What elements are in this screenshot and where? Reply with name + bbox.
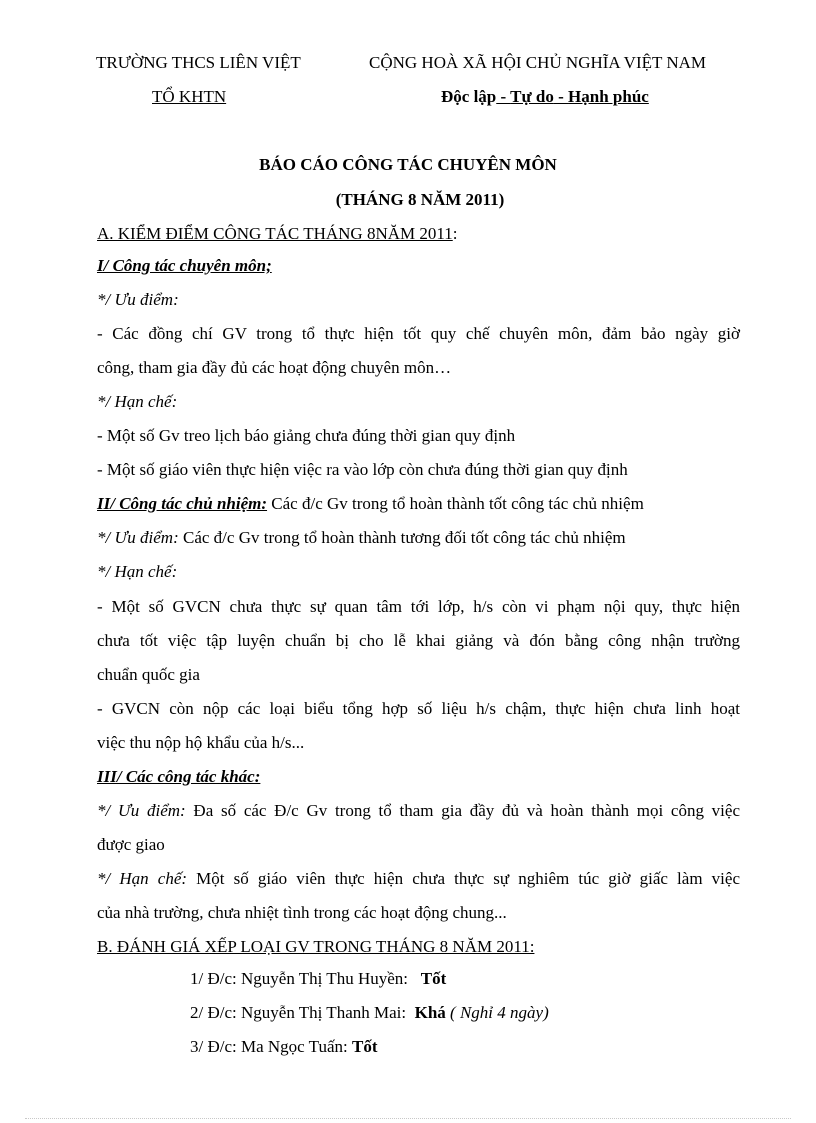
- motto-happiness: Hạnh phúc: [568, 87, 649, 106]
- rating-teacher: 1/ Đ/c: Nguyễn Thị Thu Huyền:: [190, 969, 408, 988]
- motto-independence: Độc lập: [441, 87, 497, 106]
- page-bottom-divider: [25, 1118, 791, 1119]
- rating-note: ( Nghỉ 4 ngày): [450, 1003, 549, 1022]
- part3-cons-line2: của nhà trường, chưa nhiệt tình trong các hoạt động chung...: [97, 903, 507, 922]
- rating-row: [190, 969, 446, 989]
- rating-grade: Tốt: [420, 969, 447, 988]
- department-name: TỔ KHTN: [152, 87, 227, 106]
- part2-pros-line: */ Ưu điểm: Các đ/c Gv trong tổ hoàn thành tương đối tốt công tác chủ nhiệm: [97, 528, 626, 547]
- part3-cons-label: */ Hạn chế:: [97, 869, 188, 888]
- part1-cons-line2: - Một số giáo viên thực hiện việc ra vào lớp còn chưa đúng thời gian quy định: [97, 460, 628, 479]
- section-b-heading: B. ĐÁNH GIÁ XẾP LOẠI GV TRONG THÁNG 8 NĂM 2011:: [97, 937, 535, 956]
- part2-pros-label: */ Ưu điểm:: [97, 528, 179, 547]
- part3-pros-line2: được giao: [97, 835, 165, 854]
- part3-cons-line1: */ Hạn chế: Một số giáo viên thực hiện chưa thực sự nghiêm túc giờ giấc làm việc: [97, 869, 740, 888]
- rating-row: [190, 1003, 549, 1023]
- part2-heading: II/ Công tác chủ nhiệm:: [97, 494, 268, 513]
- part1-pros-line1: - Các đồng chí GV trong tổ thực hiện tốt quy chế chuyên môn, đảm bảo ngày giờ: [97, 324, 740, 343]
- part1-pros-line2: công, tham gia đầy đủ các hoạt động chuyên môn…: [97, 358, 452, 377]
- part1-heading: I/ Công tác chuyên môn;: [97, 256, 272, 275]
- part2-cons1-line3: chuẩn quốc gia: [97, 665, 200, 684]
- rating-teacher: 3/ Đ/c: Ma Ngọc Tuấn:: [190, 1037, 348, 1056]
- part2-cons-label: */ Hạn chế:: [97, 562, 178, 581]
- part3-pros-line1: */ Ưu điểm: Đa số các Đ/c Gv trong tổ tham gia đầy đủ và hoàn thành mọi công việc: [97, 801, 740, 820]
- part2-cons1-line2: chưa tốt việc tập luyện chuẩn bị cho lễ khai giảng và đón bằng công nhận trường: [97, 631, 740, 650]
- part2-heading-line: II/ Công tác chủ nhiệm: Các đ/c Gv trong tổ hoàn thành tốt công tác chủ nhiệm: [97, 494, 644, 513]
- part1-cons-label: */ Hạn chế:: [97, 392, 178, 411]
- rating-row: [190, 1037, 377, 1057]
- rating-grade: Tốt: [351, 1037, 378, 1056]
- part2-cons1-line1: - Một số GVCN chưa thực sự quan tâm tới lớp, h/s còn vi phạm nội quy, thực hiện: [97, 597, 740, 616]
- part1-pros-label: */ Ưu điểm:: [97, 290, 179, 309]
- part3-heading: III/ Các công tác khác:: [97, 767, 261, 786]
- motto-freedom: Tự do: [510, 87, 554, 106]
- part3-pros-label: */ Ưu điểm:: [97, 801, 186, 820]
- report-title: BÁO CÁO CÔNG TÁC CHUYÊN MÔN: [259, 155, 557, 174]
- report-subtitle: (THÁNG 8 NĂM 2011): [335, 190, 505, 209]
- part2-cons2-line2: việc thu nộp hộ khẩu của h/s...: [97, 733, 305, 752]
- rating-teacher: 2/ Đ/c: Nguyễn Thị Thanh Mai:: [190, 1003, 407, 1022]
- section-a-heading: A. KIỂM ĐIỂM CÔNG TÁC THÁNG 8NĂM 2011:: [97, 224, 458, 243]
- rating-grade: Khá: [414, 1003, 446, 1022]
- part1-cons-line1: - Một số Gv treo lịch báo giảng chưa đúng thời gian quy định: [97, 426, 516, 445]
- national-motto: Độc lập - Tự do - Hạnh phúc: [441, 87, 649, 106]
- nation-name: CỘNG HOÀ XÃ HỘI CHỦ NGHĨA VIỆT NAM: [369, 53, 707, 72]
- school-name: TRƯỜNG THCS LIÊN VIỆT: [96, 53, 301, 72]
- part2-cons2-line1: - GVCN còn nộp các loại biểu tổng hợp số liệu h/s chậm, thực hiện chưa linh hoạt: [97, 699, 740, 718]
